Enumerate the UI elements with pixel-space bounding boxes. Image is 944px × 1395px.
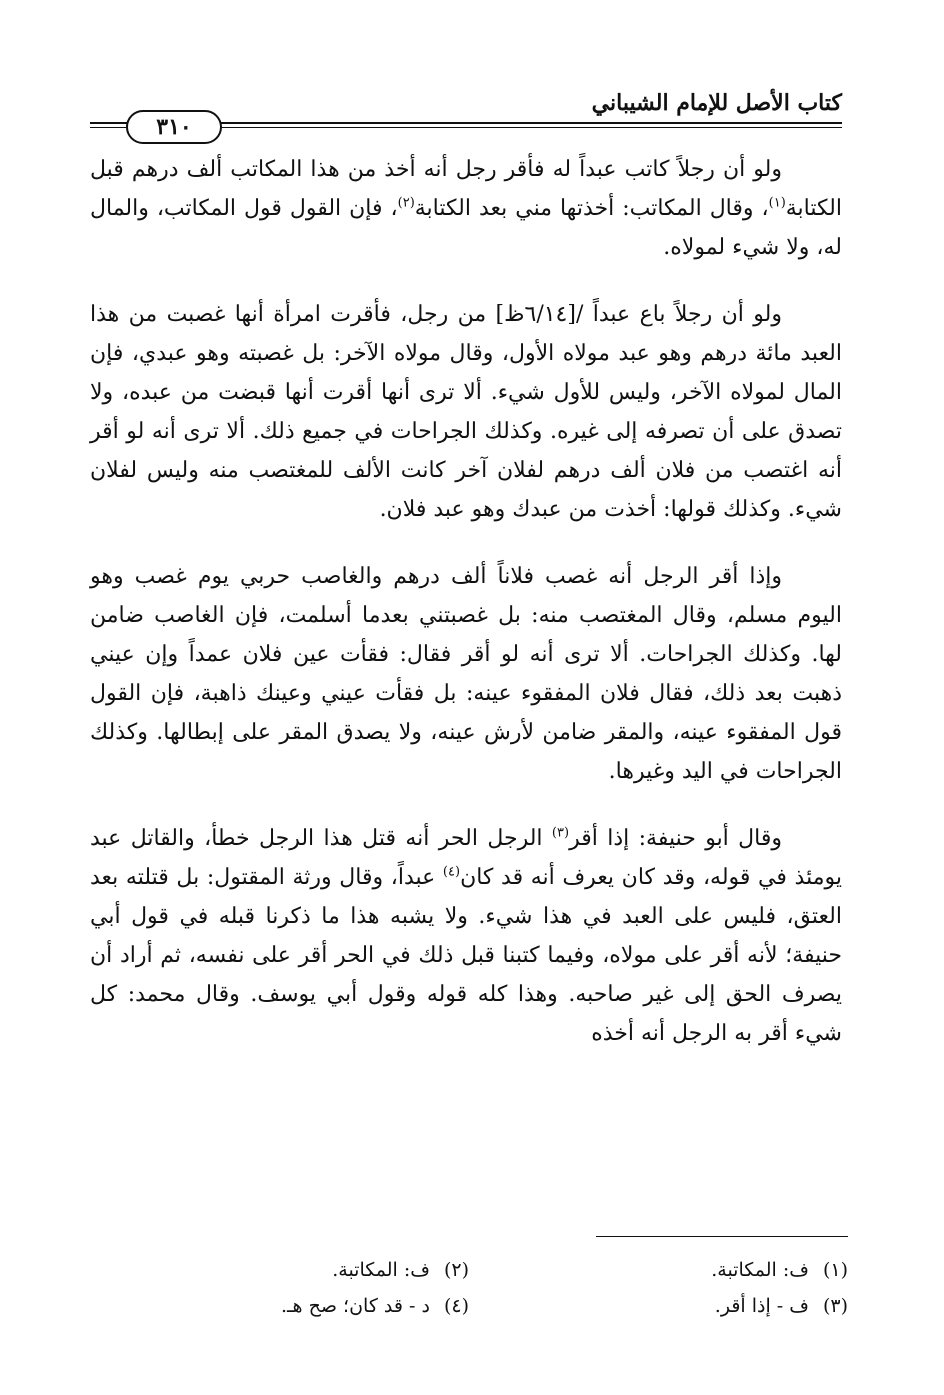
text-run: الرجل الحر أنه قتل هذا الرجل خطأ، والقاتل عبد يومئذ في قوله، وقد كان يعرف أنه قد كان xyxy=(90,826,842,890)
paragraph xyxy=(90,295,842,529)
footnote-marker: (٤) xyxy=(442,864,461,880)
running-title: كتاب الأصل للإمام الشيباني xyxy=(591,90,842,116)
footnote-marker: (٣) xyxy=(551,825,570,841)
footnote xyxy=(90,1288,469,1324)
footnote-number: (٢) xyxy=(443,1259,469,1281)
paragraph xyxy=(90,557,842,791)
footnote xyxy=(469,1288,848,1324)
text-run: وقال أبو حنيفة: إذا أقر xyxy=(569,826,783,851)
footnote-text: د - قد كان؛ صح هـ. xyxy=(280,1295,430,1317)
footnote-row xyxy=(90,1252,848,1288)
footnote-number: (٣) xyxy=(822,1295,848,1317)
main-text xyxy=(90,150,842,1081)
footnote xyxy=(469,1252,848,1288)
text-run: عبداً، وقال ورثة المقتول: بل قتلته بعد العتق، فليس على العبد في هذا شيء. ولا يشبه هذا ما ذكرنا قبله في قول أبي حنيفة؛ لأنه أقر على مولاه، وفيما كتبنا قبل ذلك في الحر أقر على نفسه، ثم أراد أن يصرف الحق إلى غير صاحبه. وهذا كله قوله وقول أبي يوسف. وقال محمد: كل شيء أقر به الرجل أنه أخذه xyxy=(90,865,842,1046)
text-run: ، فإن القول قول المكاتب، والمال له، ولا شيء لمولاه. xyxy=(90,196,842,260)
footnote-separator xyxy=(596,1236,848,1237)
footnote-text: ف - إذا أقر. xyxy=(714,1295,809,1317)
paragraph xyxy=(90,819,842,1053)
paragraph xyxy=(90,150,842,267)
footnote-number: (١) xyxy=(822,1259,848,1281)
page-number: ٣١٠ xyxy=(126,110,222,144)
text-run: ولو أن رجلاً باع عبداً /[٦/١٤ظ] من رجل، فأقرت امرأة أنها غصبت من هذا العبد مائة درهم وهو عبد مولاه الأول، وقال مولاه الآخر: بل غصبته وهو عبدي، فإن المال لمولاه الآخر، وليس للأول شيء. ألا ترى أنها أقرت أنها قبضت من عبده، ولا تصدق على أن تصرفه إلى غيره. وكذلك الجراحات في جميع ذلك. ألا ترى أنه لو أقر أنه اغتصب من فلان ألف درهم لفلان آخر كانت الألف للمغتصب منه وليس لفلان شيء. وكذلك قولها: أخذت من عبدك وهو عبد فلان. xyxy=(90,302,842,522)
footnote-marker: (١) xyxy=(768,195,786,211)
footnote-marker: (٢) xyxy=(397,195,415,211)
text-run: ولو أن رجلاً كاتب عبداً له فأقر رجل أنه أخذ من هذا المكاتب ألف درهم قبل الكتابة xyxy=(90,157,842,221)
footnote-text: ف: المكاتبة. xyxy=(711,1259,809,1281)
footnote xyxy=(90,1252,469,1288)
footnote-number: (٤) xyxy=(443,1295,469,1317)
footnotes xyxy=(90,1252,848,1324)
text-run: وإذا أقر الرجل أنه غصب فلاناً ألف درهم والغاصب حربي يوم غصب وهو اليوم مسلم، وقال المغتصب منه: بل غصبتني بعدما أسلمت، فإن الغاصب ضامن لها. وكذلك الجراحات. ألا ترى أنه لو أقر فقال: فقأت عين فلان عمداً وإن عيني ذهبت بعد ذلك، فقال فلان المفقوء عينه: بل فقأت عيني وعينك ذاهبة، فإن القول قول المفقوء عينه، والمقر ضامن لأرش عينه، ولا يصدق المقر على إبطالها. وكذلك الجراحات في اليد وغيرها. xyxy=(90,564,842,784)
footnote-row xyxy=(90,1288,848,1324)
text-run: ، وقال المكاتب: أخذتها مني بعد الكتابة xyxy=(414,196,769,221)
page-header xyxy=(90,86,842,140)
footnote-text: ف: المكاتبة. xyxy=(332,1259,430,1281)
